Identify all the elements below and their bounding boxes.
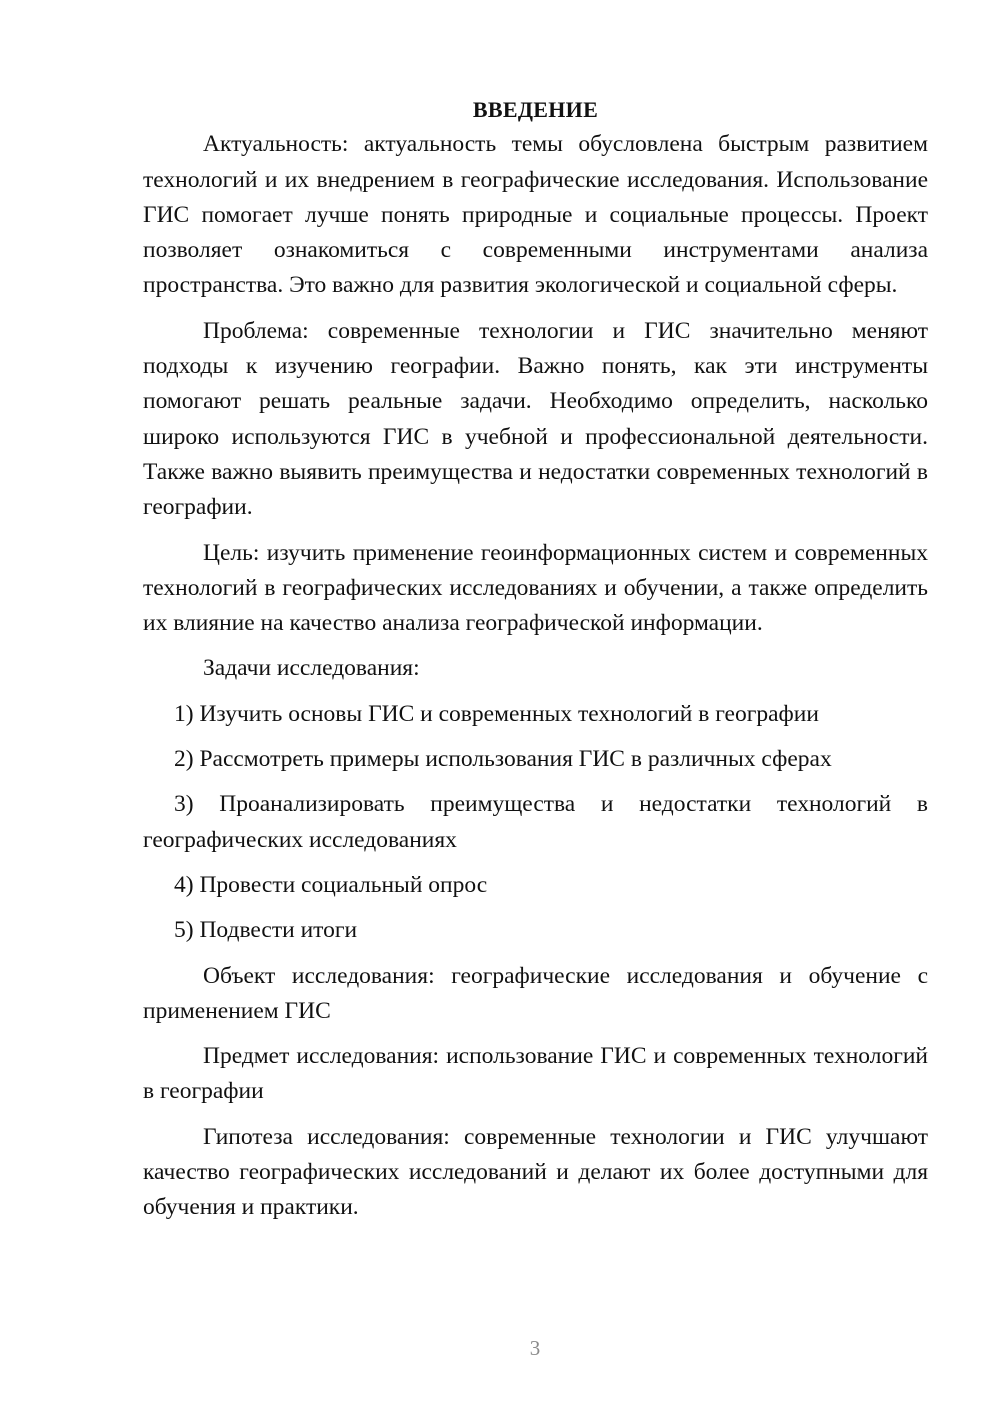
task-item-3: 3) Проанализировать преимущества и недостатки технологий в географических исследованиях [143, 791, 928, 853]
goal-paragraph: Цель: изучить применение геоинформационных систем и современных технологий в географических исследованиях и обучении, а также определить их влияние на качество анализа географической информации. [143, 539, 928, 637]
task-item-2: 2) Рассмотреть примеры использования ГИС в различных сферах [174, 746, 832, 773]
object-paragraph: Объект исследования: географические исследования и обучение с применением ГИС [143, 962, 928, 1024]
document-body [143, 92, 928, 1236]
task-item-5: 5) Подвести итоги [174, 917, 358, 944]
task-item-1: 1) Изучить основы ГИС и современных технологий в географии [174, 700, 819, 727]
relevance-paragraph: Актуальность: актуальность темы обусловлена быстрым развитием технологий и их внедрением в географические исследования. Использование ГИС помогает лучше понять природные и социальные процессы. Проект позволяет ознакомиться с современными инструментами анализа пространства. Это важно для развития экологической и социальной сферы. [143, 131, 928, 299]
problem-paragraph: Проблема: современные технологии и ГИС значительно меняют подходы к изучению географии. Важно понять, как эти инструменты помогают решать реальные задачи. Необходимо определить, насколько широко используются ГИС в учебной и профессиональной деятельности. Также важно выявить преимущества и недостатки современных технологий в географии. [143, 317, 928, 521]
tasks-heading: Задачи исследования: [203, 655, 420, 682]
hypothesis-paragraph: Гипотеза исследования: современные технологии и ГИС улучшают качество географических исследований и делают их более доступными для обучения и практики. [143, 1123, 928, 1221]
subject-paragraph: Предмет исследования: использование ГИС и современных технологий в географии [143, 1043, 928, 1105]
page-title: ВВЕДЕНИЕ [472, 97, 599, 122]
page-number: 3 [529, 1336, 541, 1360]
task-item-4: 4) Провести социальный опрос [174, 871, 488, 898]
